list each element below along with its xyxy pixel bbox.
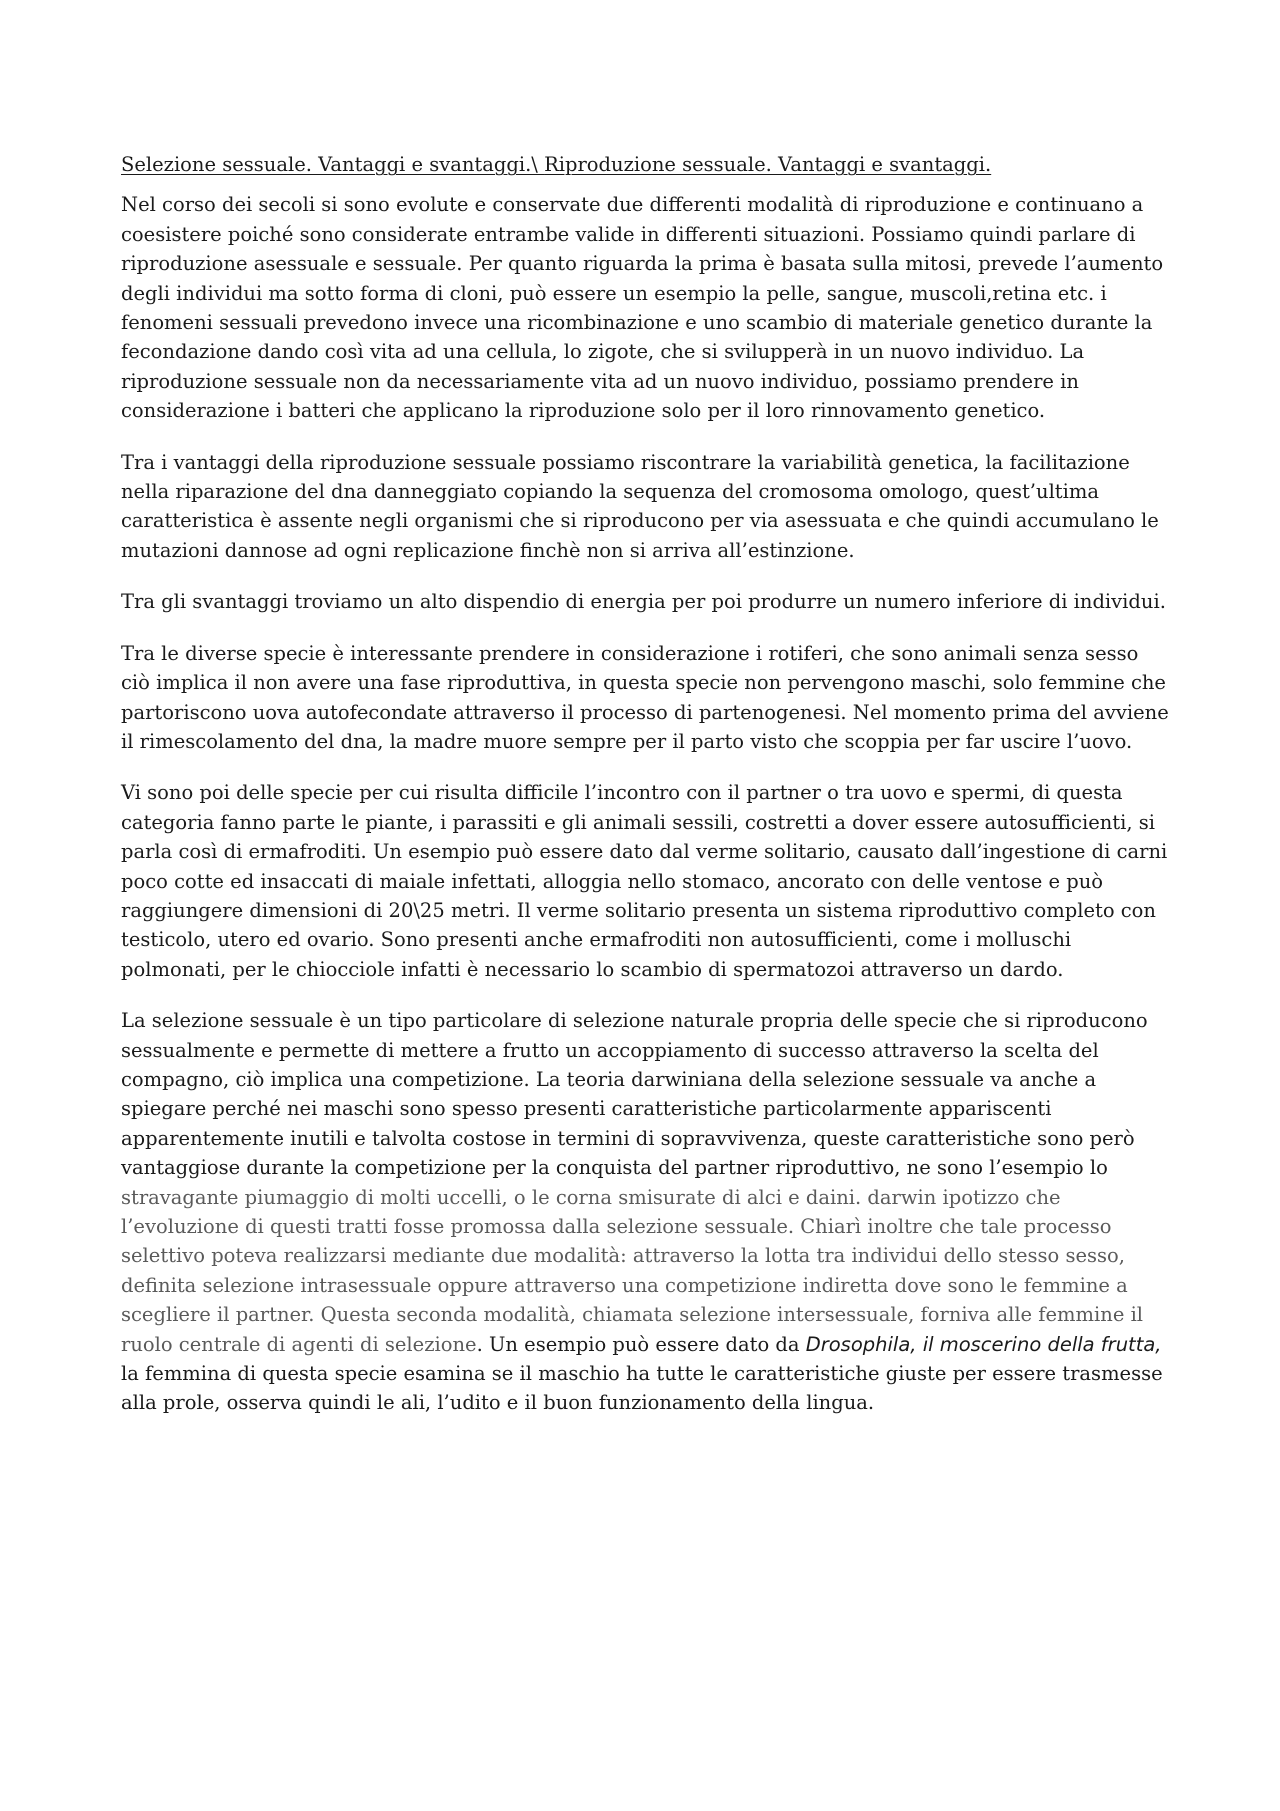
paragraph-sexual-selection [121,1006,1171,1418]
sexual-selection-text-c: . Un esempio può essere dato da [476,1332,806,1356]
paragraph-hermaphrodites: Vi sono poi delle specie per cui risulta difficile l’incontro con il partner o tra uovo e spermi, di questa categoria fanno parte le piante, i parassiti e gli animali sessili, costretti a dover essere autosufficienti, si parla così di ermafroditi. Un esempio può essere dato dal verme solitario, causato dall’ingestione di carni poco cotte ed insaccati di maiale infettati, alloggia nello stomaco, ancorato con delle ventose e può raggiungere dimensioni di 20\25 metri. Il verme solitario presenta un sistema riproduttivo completo con testicolo, utero ed ovario. Sono presenti anche ermafroditi non autosufficienti, come i molluschi polmonati, per le chiocciole infatti è necessario lo scambio di spermatozoi attraverso un dardo. [121,781,1168,981]
title-part-1: Selezione sessuale. Vantaggi e svantaggi.\ [121,153,545,176]
paragraph-advantages: Tra i vantaggi della riproduzione sessuale possiamo riscontrare la variabilità genetica, la facilitazione nella riparazione del dna danneggiato copiando la sequenza del cromosoma omologo, quest’ultima caratteristica è assente negli organismi che si riproducono per via asessuata e che quindi accumulano le mutazioni dannose ad ogni replicazione finchè non si arriva all’estinzione. [121,450,1159,562]
title-part-2: Riproduzione sessuale. Vantaggi e svantaggi. [544,153,992,176]
document-title [121,150,1171,179]
paragraph-disadvantages: Tra gli svantaggi troviamo un alto dispendio di energia per poi produrre un numero inferiore di individui. [121,590,1166,614]
paragraph-reproduction-modes: Nel corso dei secoli si sono evolute e conservate due differenti modalità di riproduzione e continuano a coesistere poiché sono considerate entrambe valide in differenti situazioni. Possiamo quindi parlare di riproduzione asessuale e sessuale. Per quanto riguarda la prima è basata sulla mitosi, prevede l’aumento degli individui ma sotto forma di cloni, può essere un esempio la pelle, sangue, muscoli,retina etc. i fenomeni sessuali prevedono invece una ricombinazione e uno scambio di materiale genetico durante la fecondazione dando così vita ad una cellula, lo zigote, che si svilupperà in un nuovo individuo. La riproduzione sessuale non da necessariamente vita ad un nuovo individuo, possiamo prendere in considerazione i batteri che applicano la riproduzione solo per il loro rinnovamento genetico. [121,193,1164,423]
document-body [121,150,1171,1440]
sexual-selection-text-a: La selezione sessuale è un tipo particolare di selezione naturale propria delle specie che si riproducono sessualmente e permette di mettere a frutto un accoppiamento di successo attraverso la scelta del compagno, ciò implica una competizione. La teoria darwiniana della selezione sessuale va anche a spiegare perché nei maschi sono spesso presenti caratteristiche particolarmente appariscenti apparentemente inutili e talvolta costose in termini di sopravvivenza, queste caratteristiche sono però vantaggiose durante la competizione per la conquista del partner riproduttivo, ne sono l’esempio lo [121,1009,1148,1180]
drosophila-italic-text: Drosophila, il moscerino della frutta, [805,1332,1162,1356]
sexual-selection-text-d: la femmina di questa specie esamina se il maschio ha tutte le caratteristiche giuste per essere trasmesse alla prole, osserva quindi le ali, l’udito e il buon funzionamento della lingua. [121,1362,1163,1415]
paragraph-rotifers: Tra le diverse specie è interessante prendere in considerazione i rotiferi, che sono animali senza sesso ciò implica il non avere una fase riproduttiva, in questa specie non pervengono maschi, solo femmine che partoriscono uova autofecondate attraverso il processo di partenogenesi. Nel momento prima del avviene il rimescolamento del dna, la madre muore sempre per il parto visto che scoppia per far uscire l’uovo. [121,641,1169,753]
sexual-selection-text-b: stravagante piumaggio di molti uccelli, o le corna smisurate di alci e daini. darwin ipotizzo che l’evoluzione di questi tratti fosse promossa dalla selezione sessuale. Chiarì inoltre che tale processo selettivo poteva realizzarsi mediante due modalità: attraverso la lotta tra individui dello stesso sesso, definita selezione intrasessuale oppure attraverso una competizione indiretta dove sono le femmine a scegliere il partner. Questa seconda modalità, chiamata selezione intersessuale, forniva alle femmine il ruolo centrale di agenti di selezione [121,1185,1144,1356]
